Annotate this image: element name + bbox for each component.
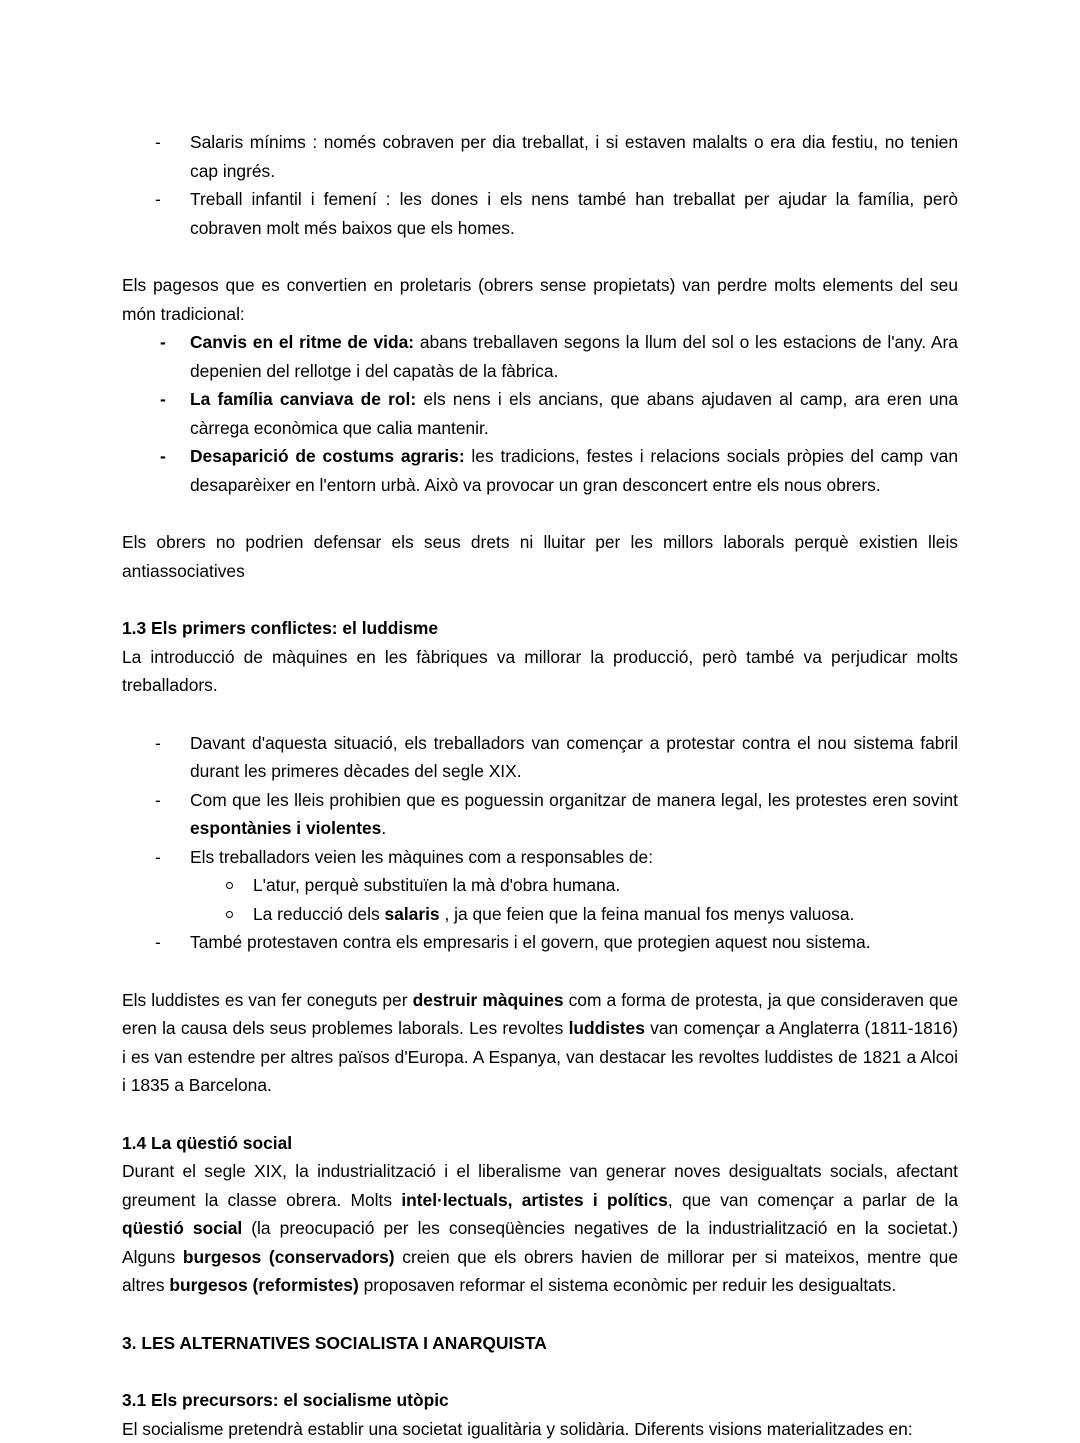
rich-seg: com a forma de protesta, ja que consideraven que eren la causa dels seus problemes laborals. Les revoltes [122,990,958,1039]
list-item [122,185,958,242]
list-item-text-post: , ja que feien que la feina manual fos menys valuosa. [440,904,855,924]
list-item-text: Salaris mínims : només cobraven per dia treballat, i si estaven malalts o era dia festiu, no tenien cap ingrés. [190,132,958,181]
spacer [122,585,958,614]
spacer [122,1100,958,1129]
spacer [122,957,958,986]
spacer [122,499,958,528]
rich-seg: van començar a Anglaterra (1811-1816) i es van estendre per altres països d'Europa. A Espanya, van destacar les revoltes luddistes de 1821 a Alcoi i 1835 a Barcelona. [122,1018,958,1095]
list-item-text-bold: salaris [384,904,439,924]
list-item-text: les tradicions, festes i relacions socials pròpies del camp van desaparèixer en l'entorn urbà. Això va provocar un gran desconcert entre els nous obrers. [190,446,958,495]
list-item [122,786,958,843]
list-item-lead: La família canviava de rol: [190,389,416,409]
list-item-text: Treball infantil i femení : les dones i els nens també han treballat per ajudar la família, però cobraven molt més baixos que els homes. [190,189,958,238]
list-item [122,729,958,786]
dash-marker-icon: - [155,786,161,815]
rich-seg: (la preocupació per les conseqüències negatives de la industrialització en la societat.) Alguns [122,1218,958,1267]
list-item [122,442,958,499]
list-item [122,928,958,957]
rich-seg-bold: qüestió social [122,1218,242,1238]
list-item-text-bold: espontànies i violentes [190,818,381,838]
rich-seg: , que van començar a parlar de la [668,1190,958,1210]
rich-seg-bold: burgesos (conservadors) [183,1247,395,1267]
list-item [122,328,958,385]
heading-1-4: 1.4 La qüestió social [122,1129,958,1158]
list-item-text: Davant d'aquesta situació, els treballadors van començar a protestar contra el nou sistema fabril durant les primeres dècades del segle XIX. [190,733,958,782]
circle-marker-icon [226,882,233,889]
rich-seg: proposaven reformar el sistema econòmic per reduir les desigualtats. [359,1275,896,1295]
list-item-text-pre: La reducció dels [253,904,384,924]
list-item-text: abans treballaven segons la llum del sol o les estacions de l'any. Ara depenien del rellotge i del capatàs de la fàbrica. [190,332,958,381]
list-item [122,900,958,929]
dash-marker-icon: - [155,928,161,957]
dash-marker-icon: - [155,729,161,758]
list-luddisme-sub [122,871,958,928]
list-item [122,128,958,185]
paragraph-luddistes [122,986,958,1100]
dash-marker-icon: - [155,843,161,872]
rich-seg-bold: destruir màquines [413,990,564,1010]
spacer [122,1300,958,1329]
dash-marker-icon: - [155,185,161,214]
list-item-text-pre: Com que les lleis prohibien que es poguessin organitzar de manera legal, les protestes eren sovint [190,790,958,810]
list-item-text: els nens i els ancians, que abans ajudaven al camp, ara eren una càrrega econòmica que calia mantenir. [190,389,958,438]
paragraph-maquines: La introducció de màquines en les fàbriques va millorar la producció, però també va perjudicar molts treballadors. [122,643,958,700]
paragraph-questio-social [122,1157,958,1300]
list-item-text: L'atur, perquè substituïen la mà d'obra humana. [253,875,620,895]
rich-seg: Els luddistes es van fer coneguts per [122,990,413,1010]
spacer [122,700,958,729]
list-item-lead: Canvis en el ritme de vida: [190,332,414,352]
list-item [122,385,958,442]
list-conditions [122,128,958,242]
circle-marker-icon [226,911,233,918]
heading-3: 3. LES ALTERNATIVES SOCIALISTA I ANARQUISTA [122,1329,958,1358]
heading-3-1: 3.1 Els precursors: el socialisme utòpic [122,1386,958,1415]
rich-seg-bold: intel·lectuals, artistes i polítics [401,1190,668,1210]
list-item-text: També protestaven contra els empresaris i el govern, que protegien aquest nou sistema. [190,932,871,952]
heading-1-3: 1.3 Els primers conflictes: el luddisme [122,614,958,643]
dash-marker-icon: - [160,442,166,471]
document-body [122,128,958,1443]
rich-seg: creien que els obrers havien de millorar per si mateixos, mentre que altres [122,1247,958,1296]
rich-seg: Durant el segle XIX, la industrialització i el liberalisme van generar noves desigualtats socials, afectant greument la classe obrera. Molts [122,1161,958,1210]
rich-seg-bold: burgesos (reformistes) [169,1275,358,1295]
list-canvis [122,328,958,499]
list-item [122,843,958,872]
list-item [122,871,958,900]
rich-seg-bold: luddistes [569,1018,645,1038]
list-luddisme-tail [122,928,958,957]
dash-marker-icon: - [155,128,161,157]
dash-marker-icon: - [160,385,166,414]
paragraph-socialisme: El socialisme pretendrà establir una societat igualitària y solidària. Diferents visions materialitzades en: [122,1415,958,1443]
list-item-text-post: . [381,818,386,838]
dash-marker-icon: - [160,328,166,357]
spacer [122,242,958,271]
list-luddisme [122,729,958,872]
list-item-lead: Desaparició de costums agraris: [190,446,465,466]
spacer [122,1357,958,1386]
list-item-text: Els treballadors veien les màquines com a responsables de: [190,847,653,867]
paragraph-obrers: Els obrers no podrien defensar els seus drets ni lluitar per les millors laborals perquè existien lleis antiassociatives [122,528,958,585]
paragraph-pagesos: Els pagesos que es convertien en proletaris (obrers sense propietats) van perdre molts elements del seu món tradicional: [122,271,958,328]
